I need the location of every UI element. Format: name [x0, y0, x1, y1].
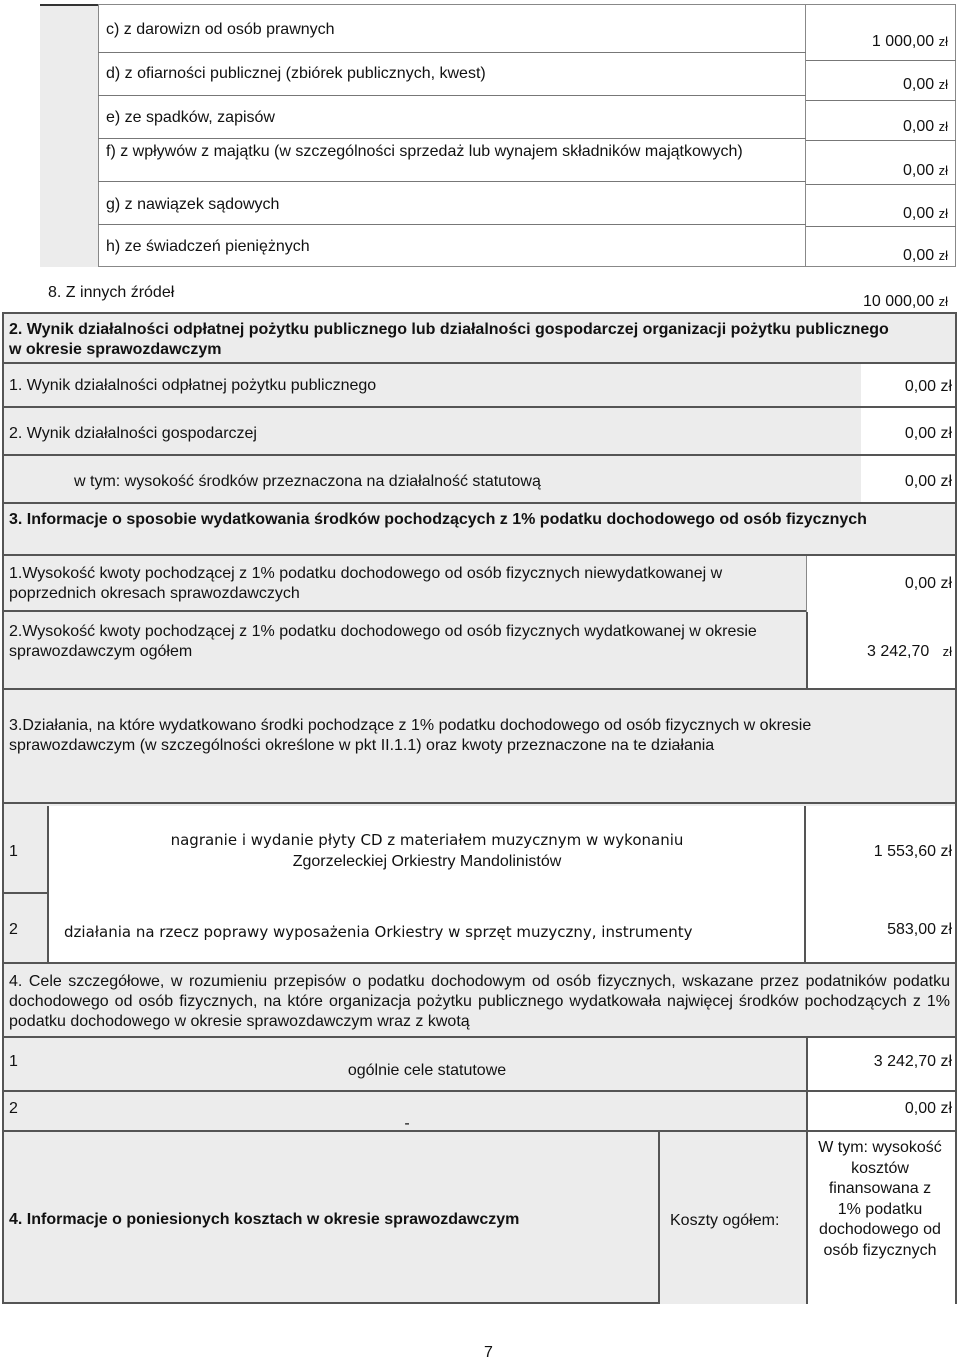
other-sources-amount: 10 000,00 zł — [862, 293, 948, 310]
section2-row2-label: 2. Wynik działalności gospodarczej — [9, 425, 257, 442]
item-label-g: g) z nawiązek sądowych — [106, 196, 280, 213]
goal-1-number: 1 — [9, 1053, 18, 1070]
goal-2-amount: 0,00 zł — [904, 1100, 952, 1117]
goal-2-label: - — [404, 1115, 410, 1132]
top-item-labels-cell — [98, 4, 806, 267]
goals-header: 4. Cele szczegółowe, w rozumieniu przepisów o podatku dochodowym od osób fizycznych, wskazane przez podatników podatku dochodowego od osób fizycznych, na które organizacja pożytku publicznego wydatkowała najwięcej środków pochodzących z 1% podatku dochodowego w okresie sprawozdawczym wraz z kwotą — [9, 973, 950, 1030]
section3-row2-label: 2.Wysokość kwoty pochodzącej z 1% podatku dochodowego od osób fizycznych wydatkowanej w okresie sprawozdawczym ogółem — [9, 623, 757, 660]
section2-header: 2. Wynik działalności odpłatnej pożytku publicznego lub działalności gospodarczej organizacji pożytku publicznego w okresie sprawozdawczym — [9, 321, 889, 358]
actions-header: 3.Działania, na które wydatkowano środki pochodzące z 1% podatku dochodowego od osób fizycznych w okresie sprawozdawczym (w szczególności określone w pkt II.1.1) oraz kwoty przeznaczone na te działania — [9, 717, 812, 754]
goal-2-number: 2 — [9, 1100, 18, 1117]
item-amount-g: 0,00 zł — [903, 205, 948, 222]
top-section — [40, 4, 956, 267]
action-1-line2: Zgorzeleckiej Orkiestry Mandolinistów — [292, 853, 562, 870]
section3-row1-amount: 0,00 zł — [904, 575, 952, 592]
item-label-d: d) z ofiarności publicznej (zbiórek publicznych, kwest) — [106, 65, 486, 82]
action-1-line1: nagranie i wydanie płyty CD z materiałem muzycznym w wykonaniu — [170, 831, 684, 849]
section3-row2-amount: 3 242,70 zł — [866, 643, 952, 660]
action-2-amount: 583,00 zł — [887, 921, 952, 938]
action-2-label: działania na rzecz poprawy wyposażenia Orkiestry w sprzęt muzyczny, instrumenty — [64, 923, 693, 941]
goal-1-label: ogólnie cele statutowe — [347, 1062, 507, 1079]
item-label-c: c) z darowizn od osób prawnych — [106, 21, 335, 38]
action-2-number: 2 — [9, 921, 18, 938]
section2-row3-label: w tym: wysokość środków przeznaczona na działalność statutową — [74, 473, 541, 490]
total-costs-label: Koszty ogółem: — [670, 1212, 780, 1229]
item-amount-d: 0,00 zł — [903, 76, 948, 93]
action-1-number: 1 — [9, 843, 18, 860]
goal-1-amount: 3 242,70 zł — [873, 1053, 952, 1070]
item-amount-f: 0,00 zł — [903, 162, 948, 179]
other-sources-label: 8. Z innych źródeł — [48, 284, 175, 301]
top-left-strip — [40, 4, 98, 267]
item-amount-h: 0,00 zł — [903, 247, 948, 264]
page-number: 7 — [484, 1344, 493, 1361]
section3-header: 3. Informacje o sposobie wydatkowania środków pochodzących z 1% podatku dochodowego od osób fizycznych — [9, 511, 867, 528]
including-1percent-label: W tym: wysokość kosztów finansowana z 1% podatku dochodowego od osób fizycznych — [818, 1139, 942, 1259]
item-amount-e: 0,00 zł — [903, 118, 948, 135]
item-label-e: e) ze spadków, zapisów — [106, 109, 275, 126]
item-amount-c: 1 000,00 zł — [871, 33, 948, 50]
item-label-f: f) z wpływów z majątku (w szczególności sprzedaż lub wynajem składników majątkowych) — [106, 143, 743, 160]
section2-row3-amount: 0,00 zł — [904, 473, 952, 490]
action-1-amount: 1 553,60 zł — [873, 843, 952, 860]
section4-header: 4. Informacje o poniesionych kosztach w okresie sprawozdawczym — [9, 1211, 520, 1228]
section2-row2-amount: 0,00 zł — [904, 425, 952, 442]
item-label-h: h) ze świadczeń pieniężnych — [106, 238, 310, 255]
section3-row1-label: 1.Wysokość kwoty pochodzącej z 1% podatku dochodowego od osób fizycznych niewydatkowanej w poprzednich okresach sprawozdawczych — [9, 565, 723, 602]
section2-row1-label: 1. Wynik działalności odpłatnej pożytku publicznego — [9, 377, 377, 394]
section2-row1-amount: 0,00 zł — [904, 378, 952, 395]
other-sources-row — [40, 267, 956, 311]
